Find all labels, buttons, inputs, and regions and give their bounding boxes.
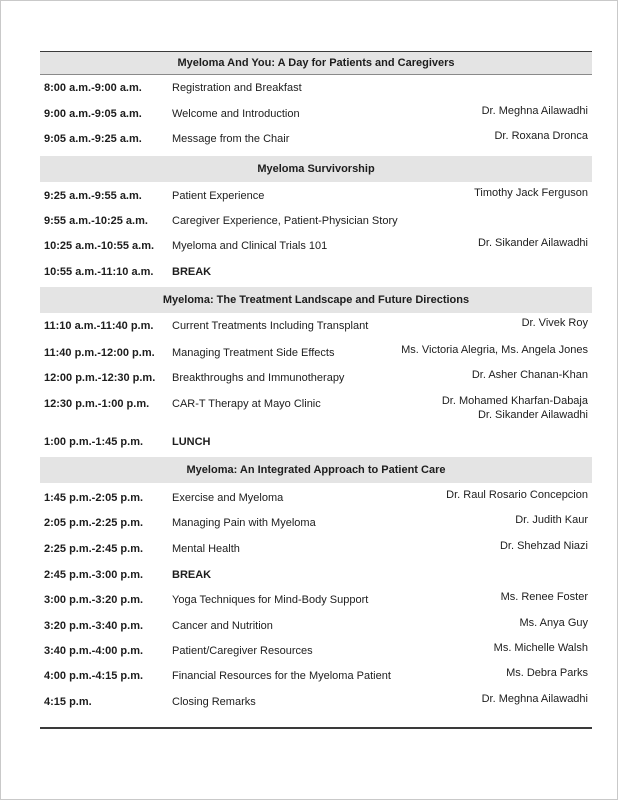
- session-title: Myeloma and Clinical Trials 101: [172, 240, 328, 252]
- section-header: [40, 457, 592, 483]
- schedule-row: [0, 514, 618, 535]
- session-title: Managing Pain with Myeloma: [172, 517, 316, 529]
- session-title: Caregiver Experience, Patient-Physician Story: [172, 215, 398, 227]
- session-speaker: Dr. Vivek Roy: [521, 317, 588, 329]
- session-title: Welcome and Introduction: [172, 108, 300, 120]
- session-time: 9:05 a.m.-9:25 a.m.: [44, 133, 142, 145]
- session-speaker: Dr. Meghna Ailawadhi: [481, 693, 588, 705]
- session-speaker: Timothy Jack Ferguson: [474, 187, 588, 199]
- session-time: 2:45 p.m.-3:00 p.m.: [44, 569, 144, 581]
- section-header: [40, 52, 592, 74]
- session-title: Message from the Chair: [172, 133, 290, 145]
- session-time: 9:25 a.m.-9:55 a.m.: [44, 190, 142, 202]
- session-time: 8:00 a.m.-9:00 a.m.: [44, 82, 142, 94]
- session-time: 1:00 p.m.-1:45 p.m.: [44, 436, 144, 448]
- session-title: Cancer and Nutrition: [172, 620, 273, 632]
- session-title: Yoga Techniques for Mind-Body Support: [172, 594, 369, 606]
- session-time: 2:25 p.m.-2:45 p.m.: [44, 543, 144, 555]
- session-time: 10:55 a.m.-11:10 a.m.: [44, 266, 154, 278]
- session-speaker: Ms. Victoria Alegria, Ms. Angela Jones: [401, 344, 588, 356]
- session-speaker: Dr. Judith Kaur: [515, 514, 588, 526]
- session-time: 11:10 a.m.-11:40 p.m.: [44, 320, 154, 332]
- session-time: 1:45 p.m.-2:05 p.m.: [44, 492, 144, 504]
- schedule-row: [0, 667, 618, 688]
- schedule-row: [0, 642, 618, 663]
- session-time: 9:00 a.m.-9:05 a.m.: [44, 108, 142, 120]
- session-time: 4:00 p.m.-4:15 p.m.: [44, 670, 144, 682]
- session-time: 3:40 p.m.-4:00 p.m.: [44, 645, 144, 657]
- session-time: 3:20 p.m.-3:40 p.m.: [44, 620, 144, 632]
- session-time: 12:00 p.m.-12:30 p.m.: [44, 372, 156, 384]
- schedule-row: [0, 317, 618, 338]
- session-speaker: Dr. Shehzad Niazi: [499, 540, 588, 552]
- session-speaker: Ms. Renee Foster: [500, 591, 588, 603]
- session-title: Patient Experience: [172, 190, 265, 202]
- schedule-row: [0, 591, 618, 612]
- session-title: Breakthroughs and Immunotherapy: [172, 372, 345, 384]
- section-title: Myeloma: The Treatment Landscape and Future Directions: [162, 294, 470, 306]
- session-speakers: [442, 394, 588, 422]
- schedule-row: [0, 344, 618, 365]
- schedule-row: [0, 215, 618, 233]
- session-time: 2:05 p.m.-2:25 p.m.: [44, 517, 144, 529]
- section-header: [40, 287, 592, 313]
- schedule-row: [0, 436, 618, 454]
- session-title: CAR-T Therapy at Mayo Clinic: [172, 398, 321, 410]
- session-speaker: Dr. Asher Chanan-Khan: [471, 369, 588, 381]
- session-time: 12:30 p.m.-1:00 p.m.: [44, 398, 150, 410]
- schedule-row: [0, 395, 618, 428]
- session-title: Financial Resources for the Myeloma Patient: [172, 670, 391, 682]
- break-label: BREAK: [172, 569, 212, 581]
- session-speaker: Dr. Sikander Ailawadhi: [477, 409, 588, 421]
- session-title: Closing Remarks: [172, 696, 256, 708]
- schedule-row: [0, 105, 618, 126]
- divider: [40, 74, 592, 75]
- session-time: 3:00 p.m.-3:20 p.m.: [44, 594, 144, 606]
- schedule-row: [0, 369, 618, 390]
- session-speaker: Dr. Roxana Dronca: [494, 130, 588, 142]
- session-title: Patient/Caregiver Resources: [172, 645, 313, 657]
- session-time: 11:40 p.m.-12:00 p.m.: [44, 347, 155, 359]
- session-speaker: Ms. Debra Parks: [506, 667, 588, 679]
- session-speaker: Dr. Meghna Ailawadhi: [481, 105, 588, 117]
- schedule-row: [0, 130, 618, 151]
- schedule-row: [0, 489, 618, 510]
- schedule-row: [0, 540, 618, 561]
- session-speaker: Ms. Anya Guy: [519, 617, 588, 629]
- session-title: Managing Treatment Side Effects: [172, 347, 335, 359]
- session-time: 10:25 a.m.-10:55 a.m.: [44, 240, 155, 252]
- schedule-row: [0, 237, 618, 258]
- session-speaker: Dr. Mohamed Kharfan-Dabaja: [441, 395, 588, 407]
- lunch-label: LUNCH: [172, 436, 211, 448]
- schedule-row: [0, 266, 618, 284]
- session-title: Exercise and Myeloma: [172, 492, 284, 504]
- session-title: Registration and Breakfast: [172, 82, 302, 94]
- section-title: Myeloma: An Integrated Approach to Patient Care: [186, 464, 446, 476]
- schedule-row: [0, 693, 618, 714]
- session-speaker: Dr. Raul Rosario Concepcion: [446, 489, 588, 501]
- session-speaker: Ms. Michelle Walsh: [493, 642, 588, 654]
- break-label: BREAK: [172, 266, 212, 278]
- session-time: 9:55 a.m.-10:25 a.m.: [44, 215, 148, 227]
- session-title: Current Treatments Including Transplant: [172, 320, 369, 332]
- schedule-row: [0, 569, 618, 587]
- bottom-rule: [40, 727, 592, 729]
- section-title: Myeloma Survivorship: [257, 163, 375, 175]
- schedule-row: [0, 617, 618, 638]
- section-header: [40, 156, 592, 182]
- section-title: Myeloma And You: A Day for Patients and Caregivers: [177, 57, 455, 69]
- schedule-row: [0, 82, 618, 100]
- session-title: Mental Health: [172, 543, 240, 555]
- session-time: 4:15 p.m.: [44, 696, 92, 708]
- session-speaker: Dr. Sikander Ailawadhi: [477, 237, 588, 249]
- schedule-row: [0, 187, 618, 208]
